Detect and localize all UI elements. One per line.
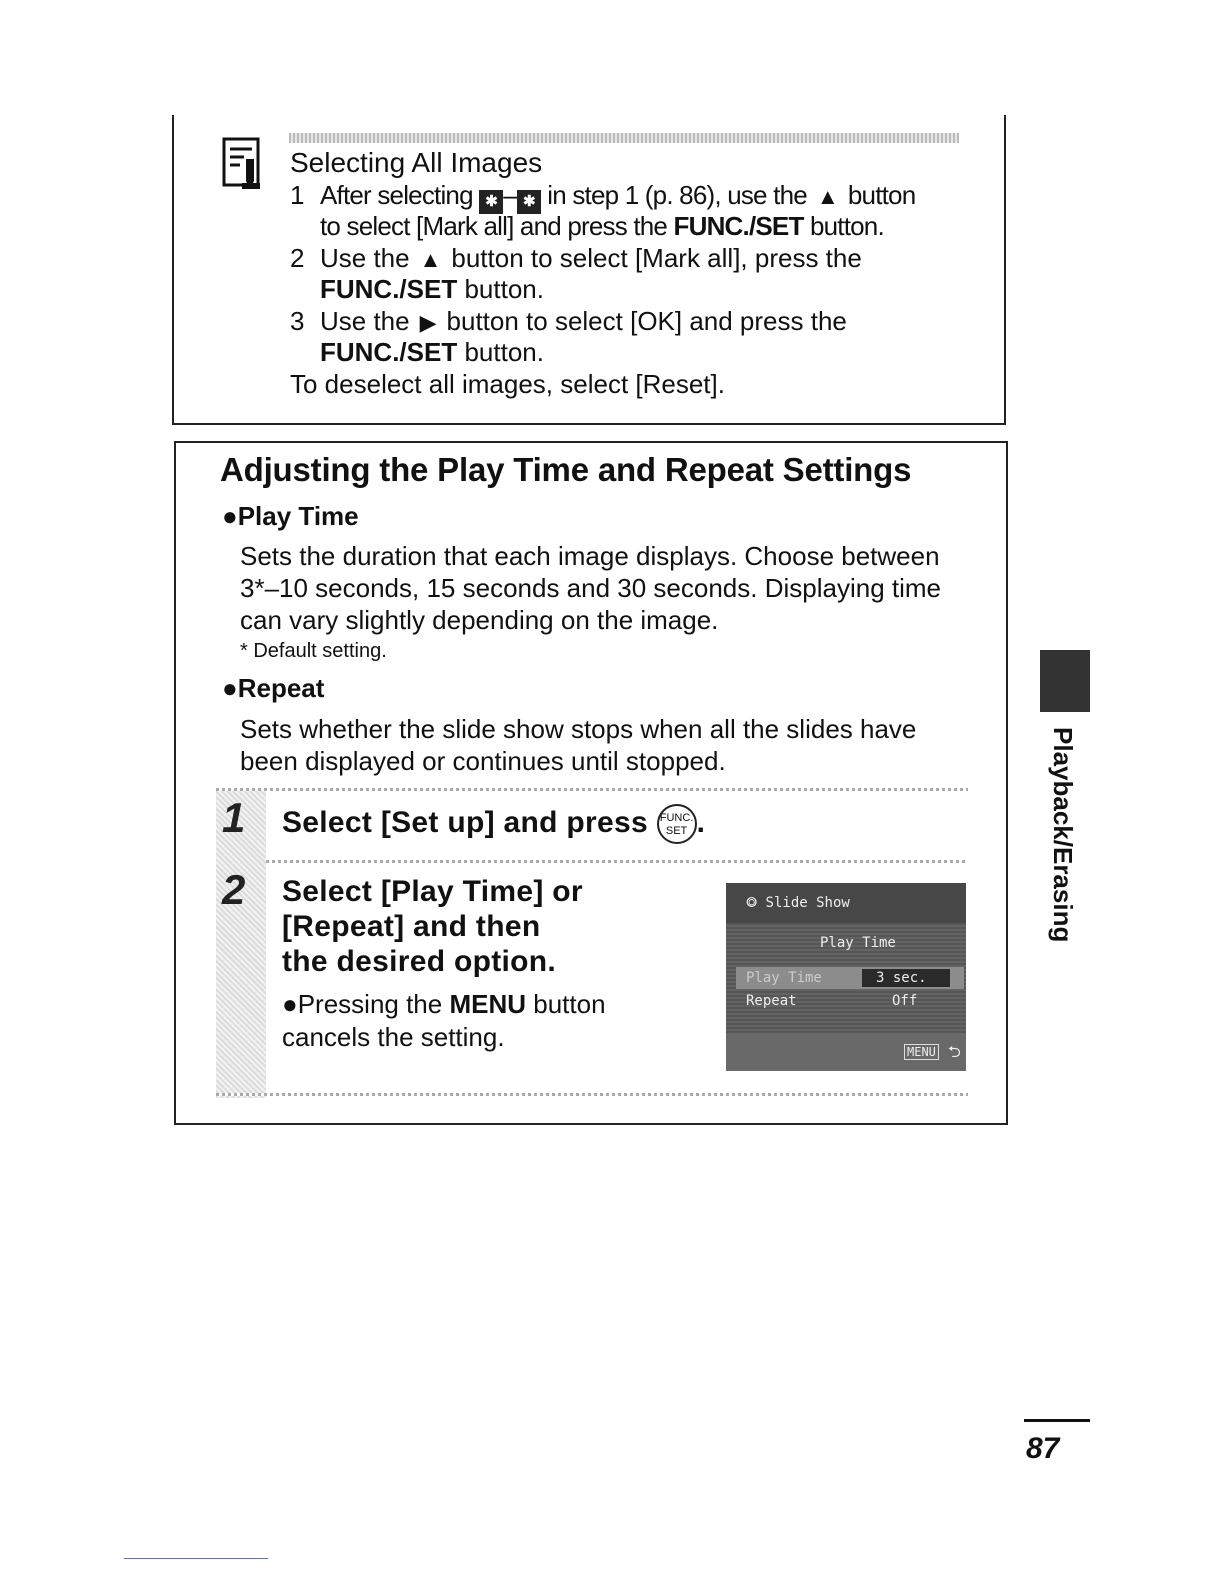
func-set-button-icon: FUNC. SET	[657, 804, 697, 844]
note-step-2: 2 Use the ▲ button to select [Mark all], press the	[290, 243, 862, 273]
lcd-row-play-time: Play Time	[746, 970, 822, 986]
back-arrow-icon: ⮌	[948, 1042, 961, 1061]
lcd-subheader: Play Time	[820, 935, 896, 951]
default-footnote: * Default setting.	[240, 640, 387, 662]
note-header-bar	[289, 133, 959, 143]
note-footer: To deselect all images, select [Reset].	[290, 369, 725, 399]
note-title: Selecting All Images	[290, 147, 543, 178]
chapter-tab-label: Playback/Erasing	[1048, 727, 1078, 943]
chapter-tab-marker	[1040, 650, 1090, 712]
note-step-1-cont: to select [Mark all] and press the FUNC./SET button.	[320, 211, 884, 241]
play-time-section	[174, 441, 1008, 1125]
memo-icon	[222, 137, 264, 193]
lcd-menu-label: MENU	[904, 1044, 939, 1060]
right-arrow-icon: ▶	[419, 310, 437, 335]
play-time-body: Sets the duration that each image displays. Choose between 3*–10 seconds, 15 seconds and 30 seconds. Displaying time can vary slightly depending on the image.	[240, 541, 941, 635]
steps-area	[216, 788, 968, 1098]
camera-lcd-screenshot	[726, 883, 966, 1071]
step-1-text: Select [Set up] and press FUNC. SET .	[282, 804, 705, 844]
divider	[216, 1093, 968, 1096]
lcd-header: ⭗ Slide Show	[746, 895, 850, 911]
note-step-2-cont: FUNC./SET button.	[320, 274, 544, 304]
slideshow-icon: ⭗	[746, 895, 758, 911]
divider	[216, 788, 968, 791]
protect-mode-icon: ✱	[479, 190, 503, 214]
page-number-rule	[1024, 1419, 1090, 1422]
repeat-heading: ●Repeat	[222, 673, 325, 703]
divider	[266, 860, 968, 863]
lcd-row-play-time-value: 3 sec.	[876, 970, 927, 986]
page-number: 87	[1026, 1432, 1060, 1465]
lcd-row-repeat: Repeat	[746, 993, 797, 1009]
play-time-heading: ●Play Time	[222, 501, 359, 531]
repeat-body: Sets whether the slide show stops when all the slides have been displayed or continues until stopped.	[240, 714, 917, 776]
step-2-bullet: ●Pressing the MENU button cancels the setting.	[282, 989, 606, 1052]
step-2-number: 2	[222, 866, 246, 913]
step-1-number: 1	[222, 794, 246, 841]
note-step-3: 3 Use the ▶ button to select [OK] and press the	[290, 306, 847, 336]
up-arrow-icon: ▲	[816, 184, 838, 209]
note-box	[172, 115, 1006, 425]
section-title: Adjusting the Play Time and Repeat Settings	[220, 451, 912, 488]
step-2-text: Select [Play Time] or [Repeat] and then the desired option.	[282, 875, 583, 978]
transfer-mode-icon: ✱	[517, 190, 541, 214]
up-arrow-icon: ▲	[419, 247, 442, 272]
note-step-3-cont: FUNC./SET button.	[320, 337, 544, 367]
lcd-row-repeat-value: Off	[892, 993, 918, 1009]
note-step-1: 1 After selecting ✱ – ✱ in step 1 (p. 86), use the ▲ button	[290, 180, 915, 214]
bottom-rule	[124, 1558, 268, 1559]
